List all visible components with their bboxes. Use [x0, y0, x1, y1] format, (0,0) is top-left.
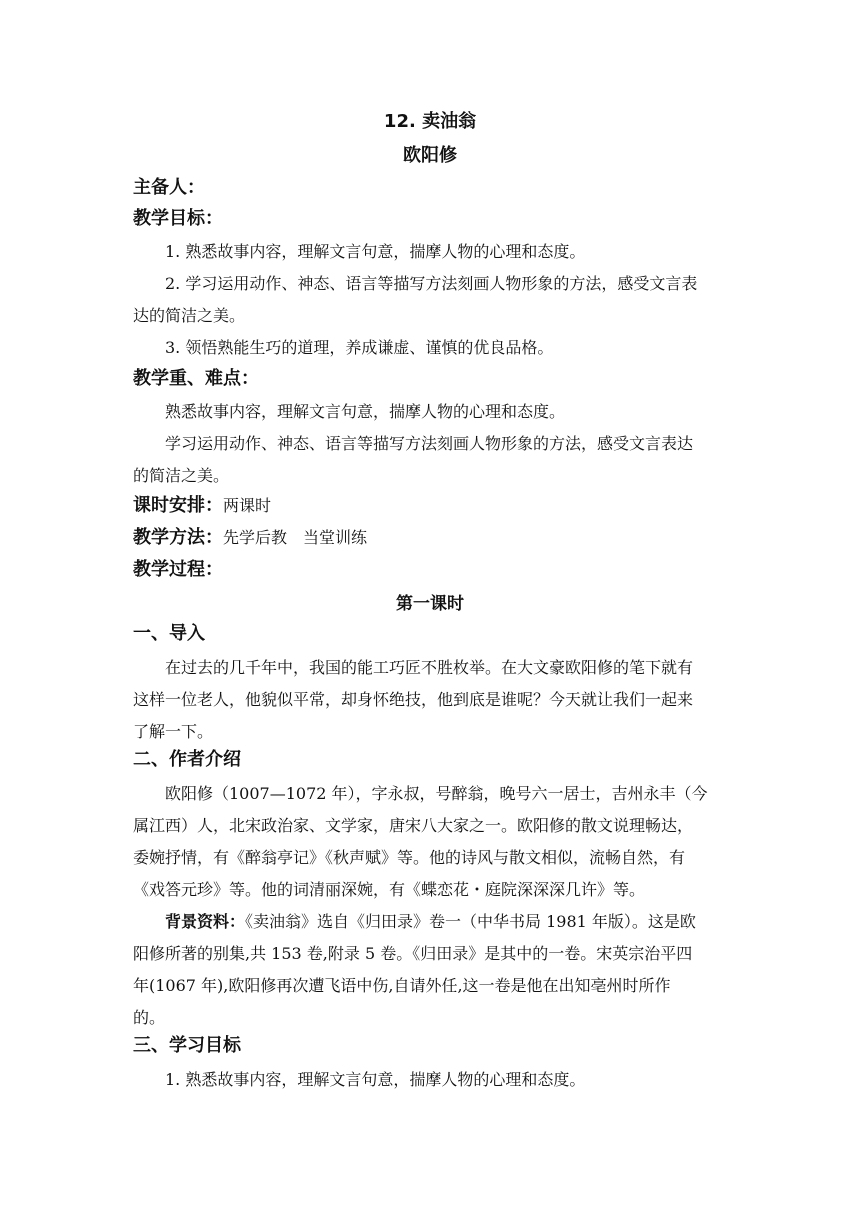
background-line-2: 阳修所著的别集,共 153 卷,附录 5 卷。《归田录》是其中的一卷。宋英宗治平四	[133, 944, 693, 963]
section-goals-heading: 三、学习目标	[133, 1035, 241, 1056]
method-row	[133, 526, 733, 550]
objective-2: 2. 学习运用动作、神态、语言等描写方法刻画人物形象的方法，感受文言表	[165, 274, 698, 293]
author-line-3: 委婉抒情，有《醉翁亭记》《秋声赋》等。他的诗风与散文相似，流畅自然，有	[133, 848, 686, 867]
intro-line-3: 了解一下。	[133, 722, 214, 741]
goals-line-1: 1. 熟悉故事内容，理解文言句意，揣摩人物的心理和态度。	[165, 1070, 586, 1089]
schedule-row	[133, 494, 733, 518]
schedule-value: 两课时	[223, 496, 272, 515]
method-value: 先学后教 当堂训练	[223, 528, 368, 547]
author-line-2: 属江西）人，北宋政治家、文学家，唐宋八大家之一。欧阳修的散文说理畅达，	[133, 816, 694, 835]
key-points-heading: 教学重、难点：	[133, 368, 259, 389]
preparer-label: 主备人：	[133, 177, 205, 198]
objective-3: 3. 领悟熟能生巧的道理，养成谦虚、谨慎的优良品格。	[165, 338, 554, 357]
intro-line-1: 在过去的几千年中，我国的能工巧匠不胜枚举。在大文豪欧阳修的笔下就有	[165, 658, 694, 677]
key-point-2: 学习运用动作、神态、语言等描写方法刻画人物形象的方法，感受文言表达	[165, 434, 694, 453]
intro-line-2: 这样一位老人，他貌似平常，却身怀绝技，他到底是谁呢？今天就让我们一起来	[133, 690, 694, 709]
background-line-3: 年(1067 年),欧阳修再次遭飞语中伤,自请外任,这一卷是他在出知亳州时所作	[133, 976, 671, 995]
lesson-title: 12. 卖油翁	[383, 111, 477, 132]
section-author-heading: 二、作者介绍	[133, 749, 241, 770]
objective-1: 1. 熟悉故事内容，理解文言句意，揣摩人物的心理和态度。	[165, 242, 586, 261]
key-point-1: 熟悉故事内容，理解文言句意，揣摩人物的心理和态度。	[165, 402, 566, 421]
background-line-4: 的。	[133, 1008, 166, 1027]
method-label: 教学方法：	[133, 527, 223, 548]
author-line-4: 《戏答元珍》等。他的词清丽深婉，有《蝶恋花・庭院深深深几许》等。	[133, 880, 646, 899]
author-line-1: 欧阳修（1007—1072 年），字永叔，号醉翁，晚号六一居士，吉州永丰（今	[165, 784, 708, 803]
lesson-one-heading: 第一课时	[396, 594, 464, 614]
background-row	[165, 910, 733, 934]
objectives-heading: 教学目标：	[133, 208, 223, 229]
objective-2-cont: 达的简洁之美。	[133, 306, 246, 325]
key-point-2-cont: 的简洁之美。	[133, 466, 230, 485]
background-label: 背景资料：	[165, 912, 246, 931]
process-heading: 教学过程：	[133, 559, 223, 580]
background-line-1: 《卖油翁》选自《归田录》卷一（中华书局 1981 年版）。这是欧	[245, 912, 696, 931]
section-intro-heading: 一、导入	[133, 623, 205, 644]
schedule-label: 课时安排：	[133, 495, 223, 516]
author-name: 欧阳修	[403, 145, 457, 166]
